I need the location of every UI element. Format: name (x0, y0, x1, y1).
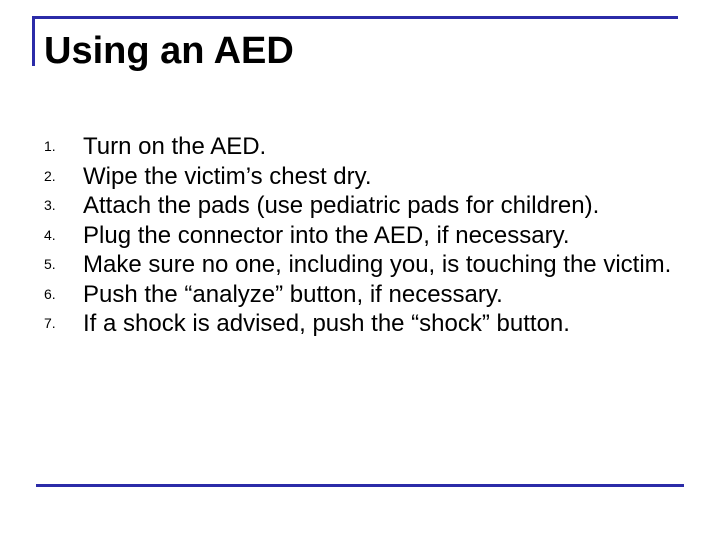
step-number: 6. (44, 285, 56, 302)
step-item (44, 250, 674, 280)
step-number: 5. (44, 256, 56, 272)
step-number: 3. (44, 197, 56, 213)
slide-title: Using an AED (44, 30, 294, 72)
step-number: 2. (44, 167, 56, 184)
step-number: 4. (44, 226, 56, 243)
step-number: 7. (44, 315, 56, 331)
step-text: Turn on the AED. (83, 133, 267, 160)
top-left-rule (32, 16, 35, 66)
bottom-rule (36, 484, 684, 487)
top-rule (32, 16, 678, 19)
step-text: Plug the connector into the AED, if necessary. (83, 221, 570, 249)
step-item (44, 280, 674, 310)
step-item (44, 221, 674, 251)
step-item (44, 162, 674, 192)
step-item (44, 309, 674, 339)
step-text: Make sure no one, including you, is touching the victim. (83, 251, 672, 278)
step-item (44, 132, 674, 162)
step-item (44, 191, 674, 221)
step-text: Wipe the victim’s chest dry. (83, 162, 372, 190)
step-text: Attach the pads (use pediatric pads for children). (83, 192, 600, 219)
step-number: 1. (44, 138, 56, 154)
step-text: If a shock is advised, push the “shock” button. (83, 310, 570, 337)
steps-list (44, 132, 674, 339)
step-text: Push the “analyze” button, if necessary. (83, 280, 503, 308)
